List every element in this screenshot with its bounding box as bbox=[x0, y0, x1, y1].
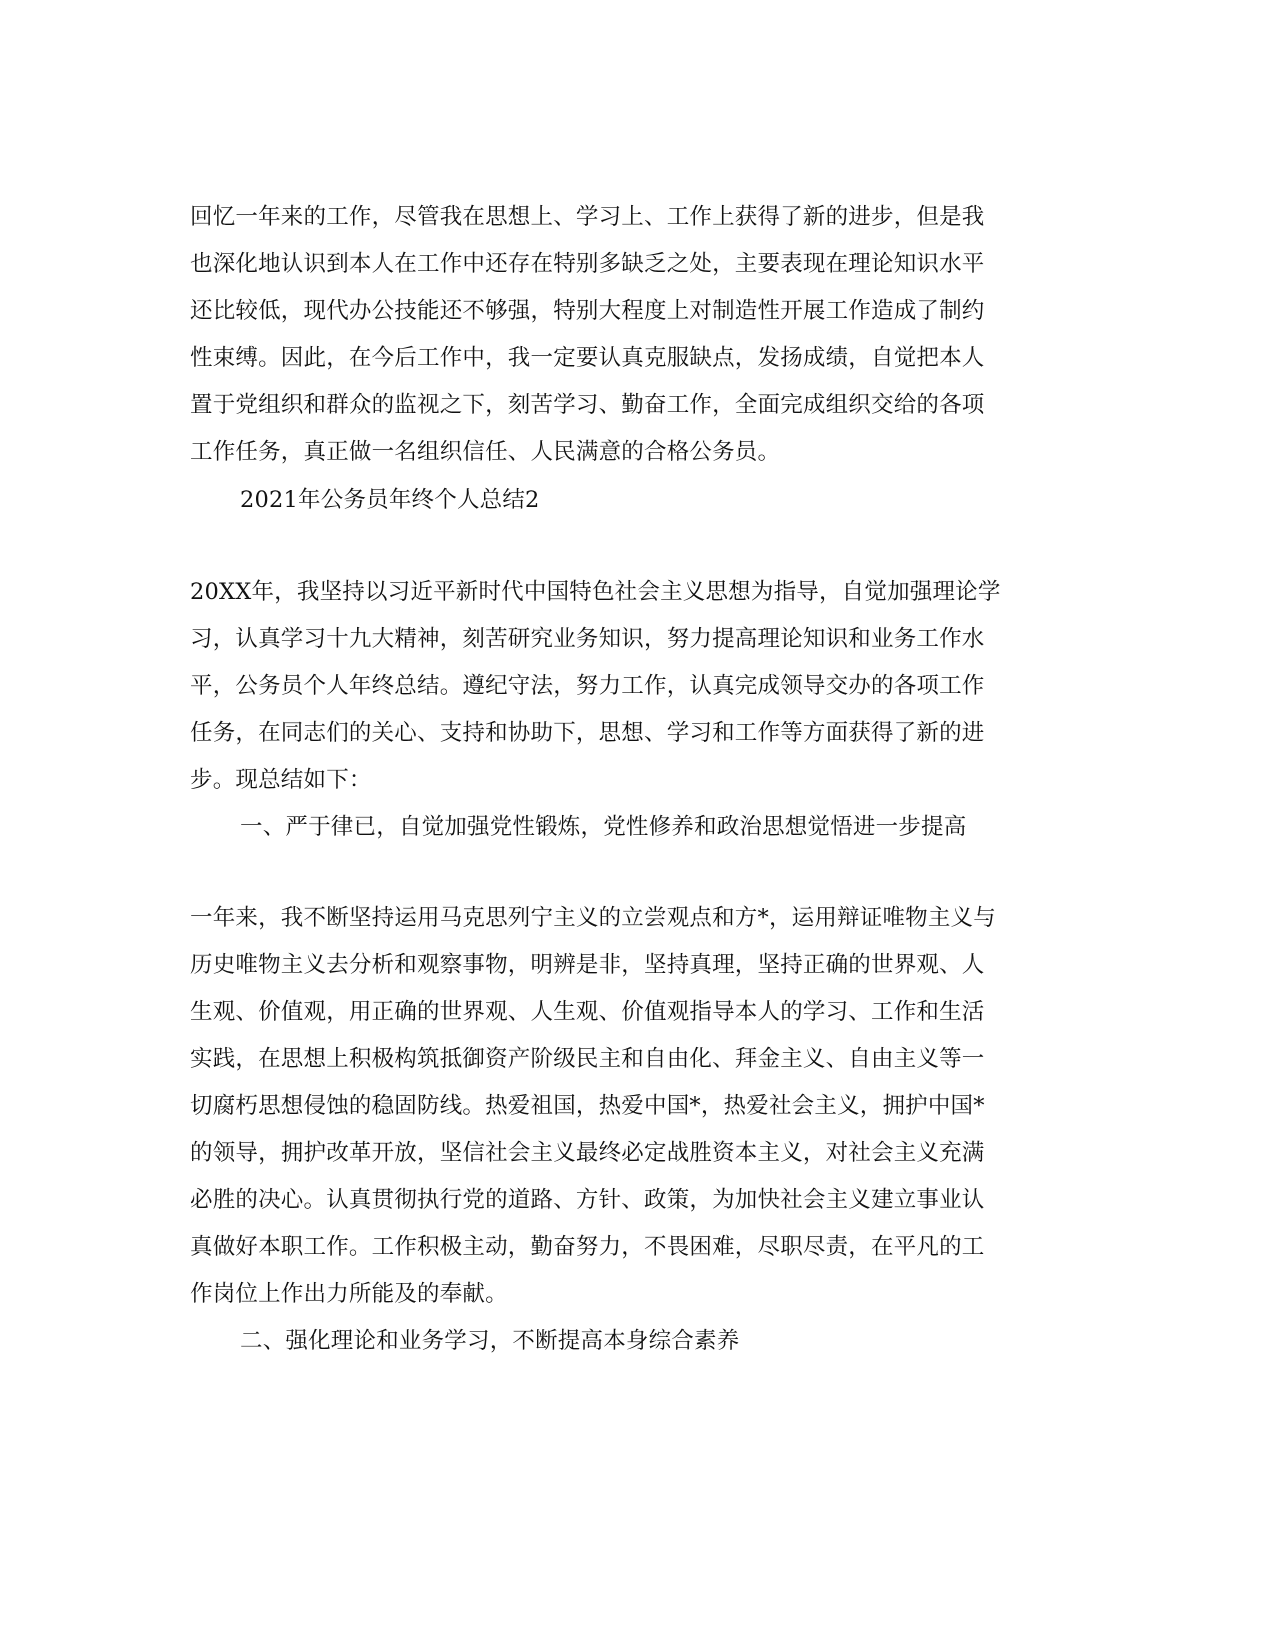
paragraph-1-line-2: 也深化地认识到本人在工作中还存在特别多缺乏之处，主要表现在理论知识水平 bbox=[190, 251, 985, 277]
paragraph-2-line-4: 任务，在同志们的关心、支持和协助下，思想、学习和工作等方面获得了新的进 bbox=[190, 720, 985, 746]
paragraph-3-line-7: 必胜的决心。认真贯彻执行党的道路、方针、政策，为加快社会主义建立事业认 bbox=[190, 1187, 985, 1213]
paragraph-2-line-2: 习，认真学习十九大精神，刻苦研究业务知识，努力提高理论知识和业务工作水 bbox=[190, 626, 985, 652]
paragraph-3-line-5: 切腐朽思想侵蚀的稳固防线。热爱祖国，热爱中国*，热爱社会主义，拥护中国* bbox=[190, 1093, 985, 1119]
paragraph-1-line-4: 性束缚。因此，在今后工作中，我一定要认真克服缺点，发扬成绩，自觉把本人 bbox=[190, 345, 985, 371]
paragraph-1-line-3: 还比较低，现代办公技能还不够强，特别大程度上对制造性开展工作造成了制约 bbox=[190, 298, 985, 324]
paragraph-2-line-3: 平，公务员个人年终总结。遵纪守法，努力工作，认真完成领导交办的各项工作 bbox=[190, 673, 985, 699]
section-heading: 2021年公务员年终个人总结2 bbox=[240, 487, 540, 513]
paragraph-2-line-5: 步。现总结如下： bbox=[190, 767, 372, 793]
paragraph-3-line-2: 历史唯物主义去分析和观察事物，明辨是非，坚持真理，坚持正确的世界观、人 bbox=[190, 952, 985, 978]
paragraph-3-line-1: 一年来，我不断坚持运用马克思列宁主义的立尝观点和方*，运用辩证唯物主义与 bbox=[190, 905, 996, 931]
paragraph-1-line-5: 置于党组织和群众的监视之下，刻苦学习、勤奋工作，全面完成组织交给的各项 bbox=[190, 392, 985, 418]
paragraph-3-line-9: 作岗位上作出力所能及的奉献。 bbox=[190, 1281, 508, 1307]
paragraph-3-line-4: 实践，在思想上积极构筑抵御资产阶级民主和自由化、拜金主义、自由主义等一 bbox=[190, 1046, 985, 1072]
paragraph-3-line-8: 真做好本职工作。工作积极主动，勤奋努力，不畏困难，尽职尽责，在平凡的工 bbox=[190, 1234, 985, 1260]
section-2-title: 二、强化理论和业务学习，不断提高本身综合素养 bbox=[240, 1328, 740, 1354]
paragraph-2-line-1: 20XX年，我坚持以习近平新时代中国特色社会主义思想为指导，自觉加强理论学 bbox=[190, 579, 1001, 605]
paragraph-1-line-1: 回忆一年来的工作，尽管我在思想上、学习上、工作上获得了新的进步，但是我 bbox=[190, 204, 985, 230]
section-1-title: 一、严于律已，自觉加强党性锻炼，党性修养和政治思想觉悟进一步提高 bbox=[240, 814, 967, 840]
paragraph-1-line-6: 工作任务，真正做一名组织信任、人民满意的合格公务员。 bbox=[190, 439, 781, 465]
paragraph-3-line-3: 生观、价值观，用正确的世界观、人生观、价值观指导本人的学习、工作和生活 bbox=[190, 999, 985, 1025]
paragraph-3-line-6: 的领导，拥护改革开放，坚信社会主义最终必定战胜资本主义，对社会主义充满 bbox=[190, 1140, 985, 1166]
